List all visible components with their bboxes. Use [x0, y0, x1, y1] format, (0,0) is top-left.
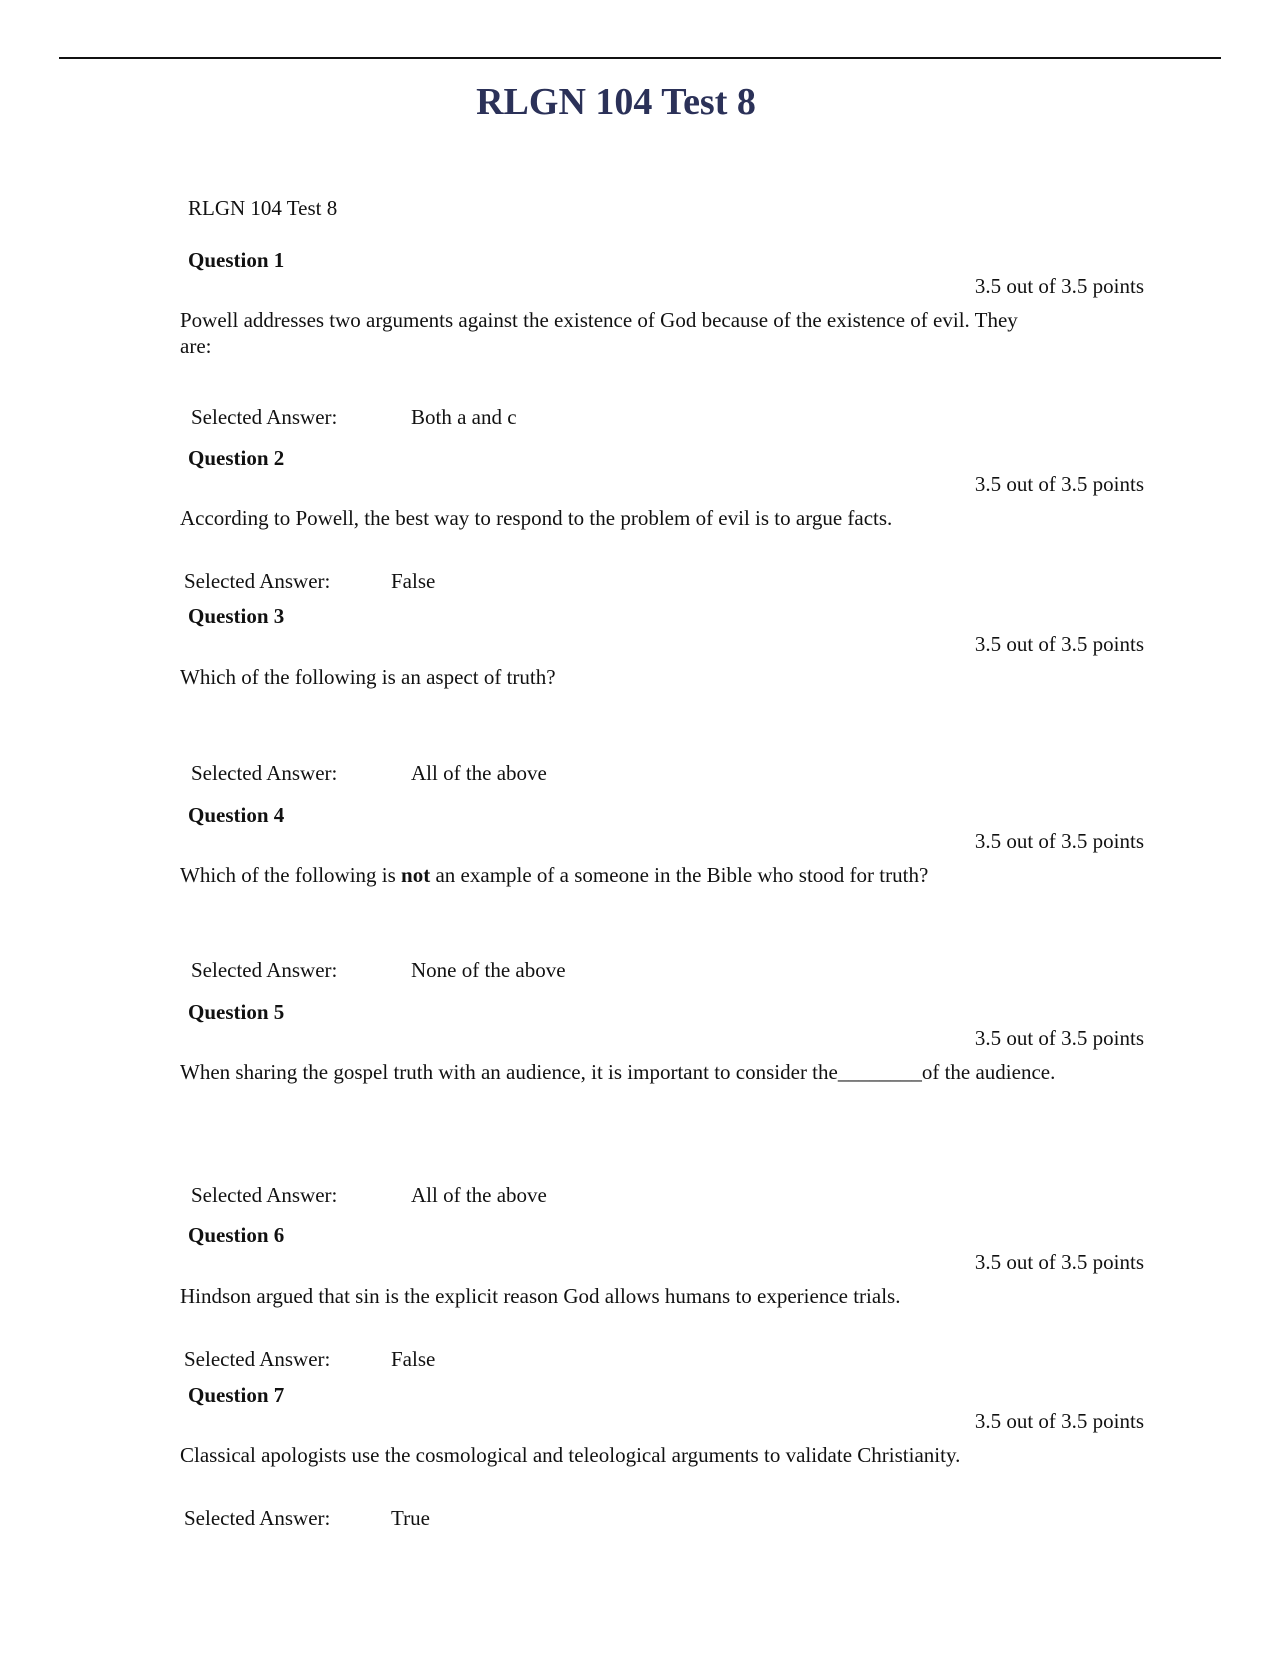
- question-6-points: 3.5 out of 3.5 points: [974, 1250, 1144, 1274]
- question-2-title: Question 2: [188, 446, 285, 470]
- question-1-selected-answer-label: Selected Answer:: [191, 405, 338, 429]
- question-7-points: 3.5 out of 3.5 points: [974, 1409, 1144, 1433]
- question-6-title: Question 6: [188, 1223, 285, 1247]
- question-5-text: When sharing the gospel truth with an audience, it is important to consider the________of the audience.: [180, 1060, 1056, 1084]
- top-rule: [59, 57, 1221, 59]
- question-4-text-before: Which of the following is: [180, 863, 402, 887]
- question-3-selected-answer-label: Selected Answer:: [191, 761, 338, 785]
- document-title: RLGN 104 Test 8: [476, 81, 756, 123]
- question-5-points: 3.5 out of 3.5 points: [974, 1026, 1144, 1050]
- question-6-text: Hindson argued that sin is the explicit reason God allows humans to experience trials.: [180, 1284, 901, 1308]
- question-3-selected-answer: All of the above: [411, 761, 547, 785]
- question-3-points: 3.5 out of 3.5 points: [974, 632, 1144, 656]
- question-5-title: Question 5: [188, 1000, 285, 1024]
- question-7-selected-answer-label: Selected Answer:: [184, 1506, 331, 1530]
- question-6-selected-answer: False: [391, 1347, 436, 1371]
- question-4-text-emphasis: not: [401, 863, 431, 887]
- question-5-selected-answer-label: Selected Answer:: [191, 1183, 338, 1207]
- question-4-title: Question 4: [188, 803, 285, 827]
- question-7-selected-answer: True: [391, 1506, 430, 1530]
- question-1-points: 3.5 out of 3.5 points: [974, 274, 1144, 298]
- question-1-title: Question 1: [188, 248, 285, 272]
- question-2-selected-answer: False: [391, 569, 436, 593]
- document-subtitle: RLGN 104 Test 8: [188, 196, 338, 220]
- question-4-selected-answer: None of the above: [411, 958, 566, 982]
- question-6-selected-answer-label: Selected Answer:: [184, 1347, 331, 1371]
- question-5-selected-answer: All of the above: [411, 1183, 547, 1207]
- question-4-selected-answer-label: Selected Answer:: [191, 958, 338, 982]
- question-2-selected-answer-label: Selected Answer:: [184, 569, 331, 593]
- question-2-points: 3.5 out of 3.5 points: [974, 472, 1144, 496]
- question-7-text: Classical apologists use the cosmological and teleological arguments to validate Christianity.: [180, 1443, 961, 1467]
- question-3-text: Which of the following is an aspect of truth?: [180, 665, 556, 689]
- question-4-text-after: an example of a someone in the Bible who stood for truth?: [430, 863, 929, 887]
- question-7-title: Question 7: [188, 1383, 285, 1407]
- question-4-text: [180, 862, 1060, 888]
- question-2-text: According to Powell, the best way to respond to the problem of evil is to argue facts.: [180, 506, 893, 530]
- question-3-title: Question 3: [188, 604, 285, 628]
- question-1-text: Powell addresses two arguments against the existence of God because of the existence of evil. They are:: [180, 308, 1018, 358]
- question-4-points: 3.5 out of 3.5 points: [974, 829, 1144, 853]
- question-1-selected-answer: Both a and c: [411, 405, 517, 429]
